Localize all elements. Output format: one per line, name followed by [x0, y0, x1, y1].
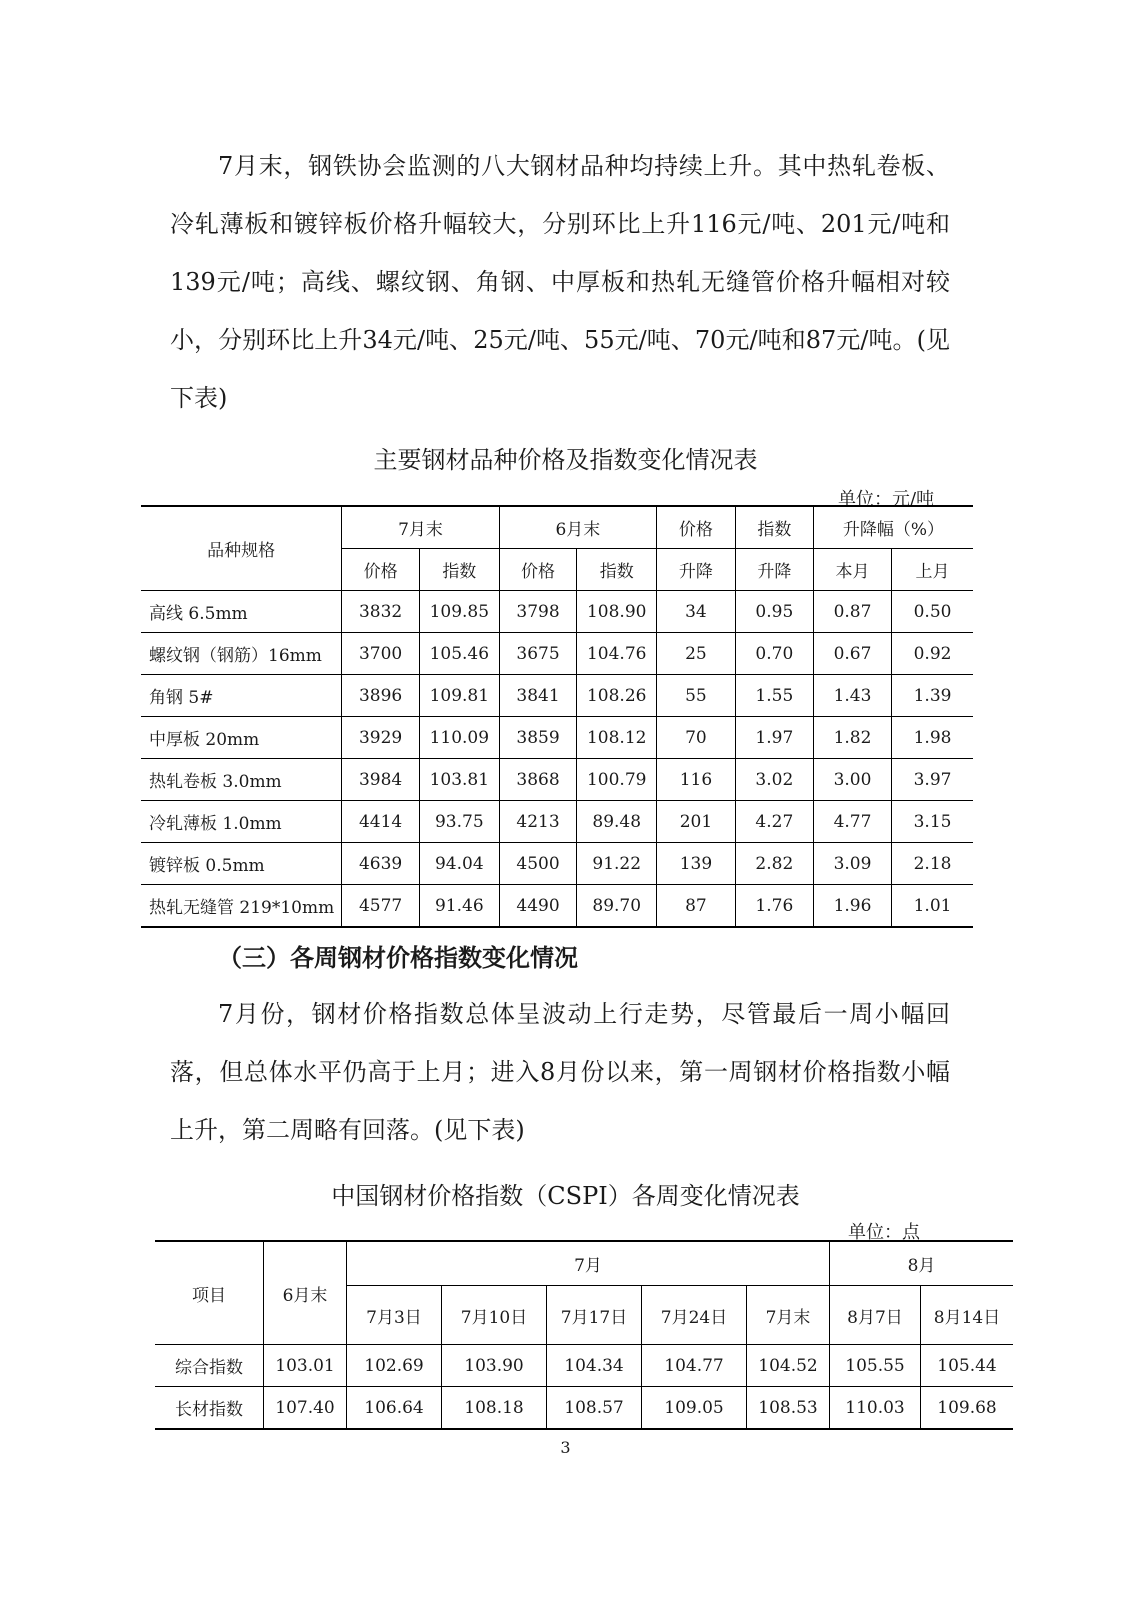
jun-index: 89.48 — [577, 801, 657, 843]
price-change: 34 — [657, 591, 736, 633]
cspi-weekly-table — [155, 1240, 1013, 1430]
jun-index: 108.90 — [577, 591, 657, 633]
col-price-change-bottom: 升降 — [657, 549, 736, 591]
jul-index: 103.81 — [419, 759, 499, 801]
table-row — [141, 759, 973, 801]
jul-price: 3929 — [342, 717, 420, 759]
row-label: 综合指数 — [155, 1345, 264, 1387]
price-change: 201 — [657, 801, 736, 843]
weekly-paragraph: 7月份，钢材价格指数总体呈波动上行走势，尽管最后一周小幅回落，但总体水平仍高于上月；进入8月份以来，第一周钢材价格指数小幅上升，第二周略有回落。(见下表) — [170, 1000, 950, 1144]
jun-price: 3841 — [499, 675, 577, 717]
pct-this-month: 0.87 — [813, 591, 891, 633]
index-change: 0.95 — [735, 591, 813, 633]
col-pct: 升降幅（%） — [813, 506, 973, 549]
price-change: 25 — [657, 633, 736, 675]
jul-price: 4414 — [342, 801, 420, 843]
pct-this-month: 3.00 — [813, 759, 891, 801]
col-august: 8月 — [830, 1241, 1014, 1286]
pct-this-month: 1.43 — [813, 675, 891, 717]
jun-price: 4213 — [499, 801, 577, 843]
pct-last-month: 1.01 — [892, 885, 973, 928]
pct-this-month: 4.77 — [813, 801, 891, 843]
pct-last-month: 2.18 — [892, 843, 973, 885]
index-value: 104.52 — [747, 1345, 830, 1387]
table-row — [155, 1345, 1013, 1387]
table1-unit: 单位：元/吨 — [838, 489, 935, 510]
index-change: 1.55 — [735, 675, 813, 717]
pct-last-month: 3.15 — [892, 801, 973, 843]
table2-header-row-1 — [155, 1241, 1013, 1286]
jul-index: 110.09 — [419, 717, 499, 759]
col-july: 7月 — [347, 1241, 830, 1286]
table-row — [141, 885, 973, 928]
table1-header-row-1 — [141, 506, 973, 549]
col-june-end: 6月末 — [499, 506, 656, 549]
jul-price: 3700 — [342, 633, 420, 675]
price-change: 116 — [657, 759, 736, 801]
index-value: 105.44 — [921, 1345, 1014, 1387]
row-label: 长材指数 — [155, 1387, 264, 1430]
pct-last-month: 3.97 — [892, 759, 973, 801]
price-change: 70 — [657, 717, 736, 759]
jun-index: 108.26 — [577, 675, 657, 717]
variety-name: 热轧无缝管 219*10mm — [141, 885, 342, 928]
variety-name: 冷轧薄板 1.0mm — [141, 801, 342, 843]
col-week: 7月10日 — [442, 1286, 547, 1345]
price-change: 87 — [657, 885, 736, 928]
index-value: 108.57 — [547, 1387, 642, 1430]
col-price-change-top: 价格 — [657, 506, 736, 549]
jun-price: 3675 — [499, 633, 577, 675]
jul-price: 3832 — [342, 591, 420, 633]
variety-name: 高线 6.5mm — [141, 591, 342, 633]
variety-name: 角钢 5# — [141, 675, 342, 717]
jul-index: 91.46 — [419, 885, 499, 928]
index-change: 0.70 — [735, 633, 813, 675]
section-heading: （三）各周钢材价格指数变化情况 — [218, 943, 578, 972]
col-week: 7月3日 — [347, 1286, 442, 1345]
jul-index: 93.75 — [419, 801, 499, 843]
col-week: 8月7日 — [830, 1286, 921, 1345]
col-index-change-top: 指数 — [735, 506, 813, 549]
index-value: 107.40 — [264, 1387, 347, 1430]
index-value: 103.01 — [264, 1345, 347, 1387]
jun-index: 89.70 — [577, 885, 657, 928]
pct-this-month: 1.82 — [813, 717, 891, 759]
table-row — [155, 1387, 1013, 1430]
col-index-change-bottom: 升降 — [735, 549, 813, 591]
index-value: 104.77 — [642, 1345, 747, 1387]
jun-index: 91.22 — [577, 843, 657, 885]
pct-this-month: 0.67 — [813, 633, 891, 675]
col-jul-index: 指数 — [419, 549, 499, 591]
index-value: 109.68 — [921, 1387, 1014, 1430]
col-last-month: 上月 — [892, 549, 973, 591]
col-july-end: 7月末 — [342, 506, 499, 549]
jun-price: 3859 — [499, 717, 577, 759]
index-value: 110.03 — [830, 1387, 921, 1430]
page-number: 3 — [560, 1438, 571, 1457]
variety-name: 中厚板 20mm — [141, 717, 342, 759]
index-change: 3.02 — [735, 759, 813, 801]
jul-price: 4639 — [342, 843, 420, 885]
index-change: 2.82 — [735, 843, 813, 885]
jul-index: 109.81 — [419, 675, 499, 717]
jun-price: 4500 — [499, 843, 577, 885]
pct-last-month: 1.39 — [892, 675, 973, 717]
jul-price: 3896 — [342, 675, 420, 717]
pct-this-month: 3.09 — [813, 843, 891, 885]
jun-price: 3868 — [499, 759, 577, 801]
table-row — [141, 843, 973, 885]
table-row — [141, 675, 973, 717]
index-value: 104.34 — [547, 1345, 642, 1387]
jul-price: 3984 — [342, 759, 420, 801]
intro-paragraph: 7月末，钢铁协会监测的八大钢材品种均持续上升。其中热轧卷板、冷轧薄板和镀锌板价格升幅较大，分别环比上升116元/吨、201元/吨和139元/吨；高线、螺纹钢、角钢、中厚板和热轧无缝管价格升幅相对较小，分别环比上升34元/吨、25元/吨、55元/吨、70元/吨和87元/吨。(见下表) — [170, 152, 950, 412]
index-value: 106.64 — [347, 1387, 442, 1430]
jul-index: 94.04 — [419, 843, 499, 885]
pct-last-month: 0.92 — [892, 633, 973, 675]
col-jun-price: 价格 — [499, 549, 577, 591]
col-week: 7月17日 — [547, 1286, 642, 1345]
col-june-end: 6月末 — [264, 1241, 347, 1345]
steel-price-table — [141, 505, 973, 928]
index-change: 1.97 — [735, 717, 813, 759]
variety-name: 镀锌板 0.5mm — [141, 843, 342, 885]
table-row — [141, 717, 973, 759]
price-change: 55 — [657, 675, 736, 717]
index-value: 105.55 — [830, 1345, 921, 1387]
index-value: 103.90 — [442, 1345, 547, 1387]
index-change: 4.27 — [735, 801, 813, 843]
jul-index: 105.46 — [419, 633, 499, 675]
table1-title: 主要钢材品种价格及指数变化情况表 — [373, 446, 758, 474]
col-jul-price: 价格 — [342, 549, 420, 591]
col-week: 8月14日 — [921, 1286, 1014, 1345]
col-week: 7月24日 — [642, 1286, 747, 1345]
jul-price: 4577 — [342, 885, 420, 928]
col-jun-index: 指数 — [577, 549, 657, 591]
jun-price: 3798 — [499, 591, 577, 633]
col-variety: 品种规格 — [141, 506, 342, 591]
jun-index: 104.76 — [577, 633, 657, 675]
price-change: 139 — [657, 843, 736, 885]
table-row — [141, 633, 973, 675]
variety-name: 螺纹钢（钢筋）16mm — [141, 633, 342, 675]
table2-unit: 单位：点 — [848, 1222, 920, 1243]
index-change: 1.76 — [735, 885, 813, 928]
index-value: 108.18 — [442, 1387, 547, 1430]
pct-this-month: 1.96 — [813, 885, 891, 928]
index-value: 109.05 — [642, 1387, 747, 1430]
jun-index: 108.12 — [577, 717, 657, 759]
jun-index: 100.79 — [577, 759, 657, 801]
table-row — [141, 801, 973, 843]
jul-index: 109.85 — [419, 591, 499, 633]
pct-last-month: 0.50 — [892, 591, 973, 633]
variety-name: 热轧卷板 3.0mm — [141, 759, 342, 801]
col-week: 7月末 — [747, 1286, 830, 1345]
table-row — [141, 591, 973, 633]
pct-last-month: 1.98 — [892, 717, 973, 759]
index-value: 102.69 — [347, 1345, 442, 1387]
index-value: 108.53 — [747, 1387, 830, 1430]
jun-price: 4490 — [499, 885, 577, 928]
table2-title: 中国钢材价格指数（CSPI）各周变化情况表 — [331, 1182, 800, 1210]
col-this-month: 本月 — [813, 549, 891, 591]
col-item: 项目 — [155, 1241, 264, 1345]
